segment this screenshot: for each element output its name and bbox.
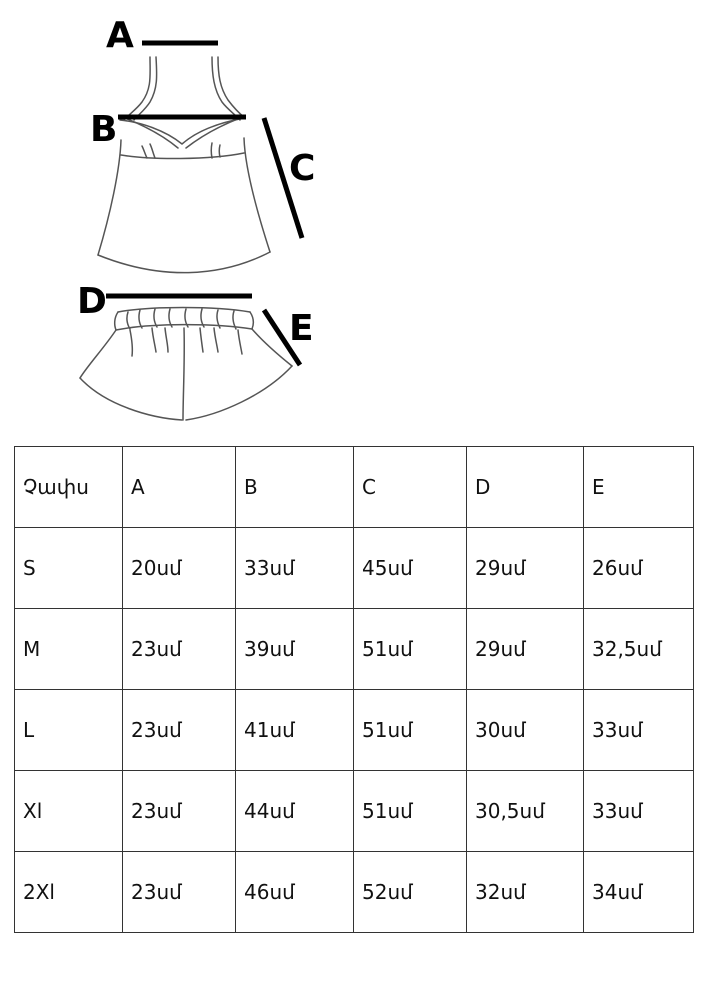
table-cell: 33սմ (584, 690, 694, 771)
label-d: D (77, 281, 107, 322)
camisole-sketch (98, 57, 270, 273)
table-cell: 2Xl (15, 852, 123, 933)
table-cell: 32,5սմ (584, 609, 694, 690)
table-header-row (15, 447, 694, 528)
table-cell: 44սմ (236, 771, 354, 852)
table-cell: 34սմ (584, 852, 694, 933)
table-row (15, 528, 694, 609)
table-row (15, 852, 694, 933)
table-cell: 26սմ (584, 528, 694, 609)
table-cell: 23սմ (123, 852, 236, 933)
table-cell: Xl (15, 771, 123, 852)
header-cell-e: E (584, 447, 694, 528)
table-cell: L (15, 690, 123, 771)
table-cell: 39սմ (236, 609, 354, 690)
table-cell: 23սմ (123, 771, 236, 852)
table-row (15, 690, 694, 771)
table-cell: 52սմ (354, 852, 467, 933)
table-row (15, 771, 694, 852)
table-cell: 32սմ (467, 852, 584, 933)
table-cell: M (15, 609, 123, 690)
table-cell: 29սմ (467, 609, 584, 690)
shorts-sketch (80, 308, 292, 421)
table-cell: 33սմ (236, 528, 354, 609)
measurement-lines (106, 43, 302, 365)
table-cell: 41սմ (236, 690, 354, 771)
table-cell: 23սմ (123, 609, 236, 690)
garment-measurement-diagram (0, 0, 707, 440)
label-a: A (106, 15, 134, 56)
header-cell-d: D (467, 447, 584, 528)
table-cell: S (15, 528, 123, 609)
label-b: B (90, 109, 118, 150)
table-cell: 51սմ (354, 609, 467, 690)
table-cell: 30,5սմ (467, 771, 584, 852)
label-e: E (289, 308, 314, 349)
table-cell: 23սմ (123, 690, 236, 771)
table-cell: 46սմ (236, 852, 354, 933)
label-c: C (289, 148, 316, 189)
table-cell: 33սմ (584, 771, 694, 852)
size-chart-table (14, 446, 694, 933)
table-cell: 20սմ (123, 528, 236, 609)
table-cell: 45սմ (354, 528, 467, 609)
table-cell: 51սմ (354, 690, 467, 771)
header-cell-a: A (123, 447, 236, 528)
table-row (15, 609, 694, 690)
table-cell: 30սմ (467, 690, 584, 771)
header-cell-c: C (354, 447, 467, 528)
table-cell: 51սմ (354, 771, 467, 852)
header-cell-size: Չափս (15, 447, 123, 528)
table-cell: 29սմ (467, 528, 584, 609)
header-cell-b: B (236, 447, 354, 528)
